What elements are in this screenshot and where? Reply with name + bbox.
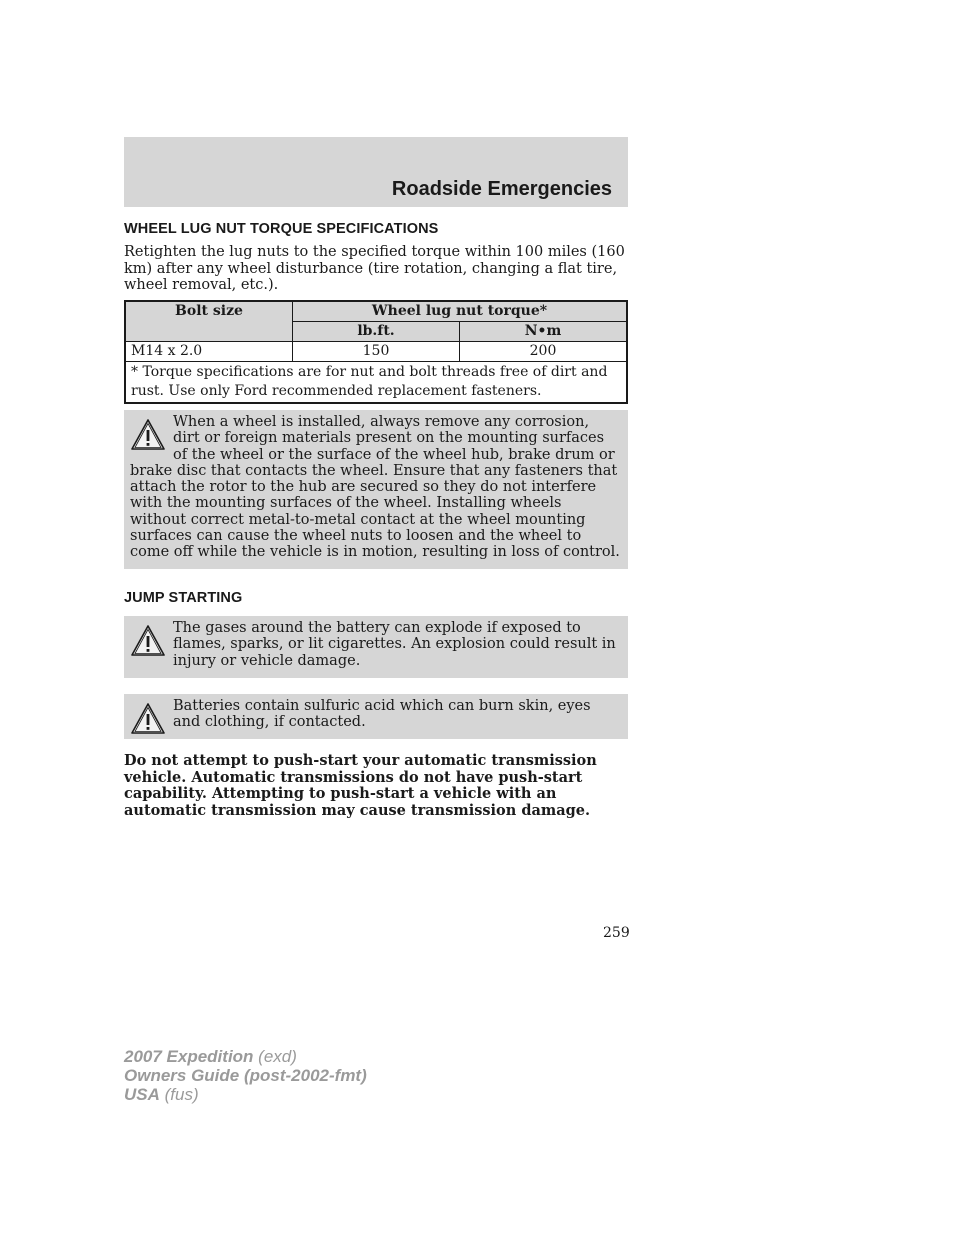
footer-market: USA xyxy=(124,1085,160,1104)
warning-triangle-icon xyxy=(130,702,166,736)
torque-intro: Retighten the lug nuts to the specified torque within 100 miles (160 km) after any wheel disturbance (tire rotation, changing a flat tire, wheel removal, etc.). xyxy=(124,244,625,293)
cell-bolt: M14 x 2.0 xyxy=(125,342,293,362)
warning-triangle-icon xyxy=(130,418,166,452)
wheel-warning-box xyxy=(124,410,628,569)
section-title: Roadside Emergencies xyxy=(391,178,612,200)
footer-model-code: (exd) xyxy=(258,1047,297,1066)
col-lbft: lb.ft. xyxy=(293,322,460,342)
footer-model: 2007 Expedition xyxy=(124,1047,254,1066)
document-footer xyxy=(124,1047,367,1104)
page-number: 259 xyxy=(603,925,630,941)
wheel-warning-text: When a wheel is installed, always remove any corrosion, dirt or foreign materials present on the mounting surfaces of the wheel or the surface of the wheel hub, brake drum or brake disc that contacts the wheel. Ensure that any fasteners that attach the rotor to the hub are secured so they do not interfere with the mounting surfaces of the wheel. Installing wheels without correct metal-to-metal contact at the wheel mounting surfaces can cause the wheel nuts to loosen and the wheel to come off while the vehicle is in motion, resulting in loss of control. xyxy=(130,414,620,561)
warning-triangle-icon xyxy=(130,624,166,658)
cell-lbft: 150 xyxy=(293,342,460,362)
cell-nm: 200 xyxy=(460,342,628,362)
col-bolt-size: Bolt size xyxy=(125,301,293,342)
push-start-note: Do not attempt to push-start your automatic transmission vehicle. Automatic transmissions do not have push-start capability. Attempting to push-start a vehicle with an automatic transmission may cause transmission damage. xyxy=(124,752,597,819)
battery-gas-warning-box xyxy=(124,616,628,678)
battery-acid-warning-box xyxy=(124,694,628,739)
battery-gas-warning-text: The gases around the battery can explode if exposed to flames, sparks, or lit cigarettes. An explosion could result in injury or vehicle damage. xyxy=(173,620,616,669)
jump-heading: JUMP STARTING xyxy=(124,590,243,606)
table-footnote: * Torque specifications are for nut and bolt threads free of dirt and rust. Use only Ford recommended replacement fasteners. xyxy=(125,362,627,404)
col-wheel-torque: Wheel lug nut torque* xyxy=(293,301,628,322)
torque-spec-table xyxy=(124,300,628,404)
col-nm: N•m xyxy=(460,322,628,342)
table-row xyxy=(125,342,627,362)
footer-guide: Owners Guide (post-2002-fmt) xyxy=(124,1066,367,1085)
section-header-band xyxy=(124,137,628,207)
torque-heading: WHEEL LUG NUT TORQUE SPECIFICATIONS xyxy=(124,221,439,237)
footer-market-code: (fus) xyxy=(164,1085,199,1104)
battery-acid-warning-text: Batteries contain sulfuric acid which can burn skin, eyes and clothing, if contacted. xyxy=(173,698,591,731)
